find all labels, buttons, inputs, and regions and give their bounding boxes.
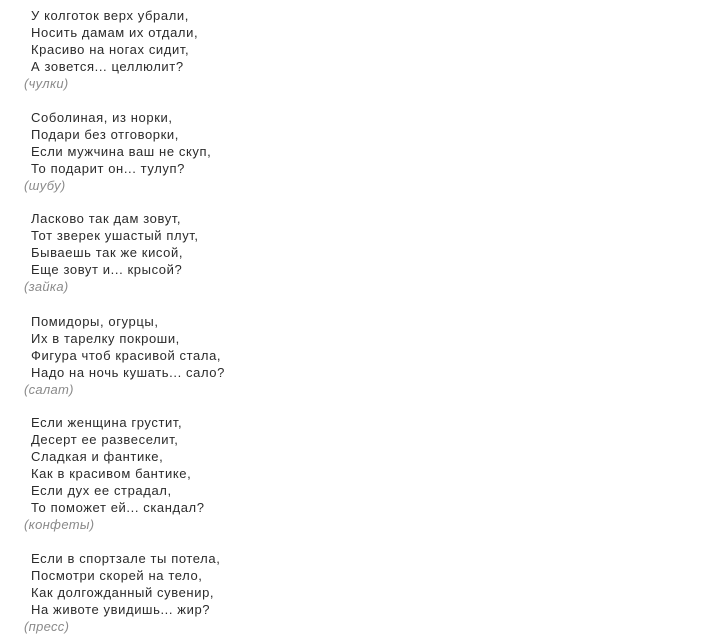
poem-line: Надо на ночь кушать... сало? <box>31 365 225 380</box>
poem-line: Как в красивом бантике, <box>31 466 192 481</box>
riddle-stanza <box>0 313 225 398</box>
poem-line: Десерт ее развеселит, <box>31 432 179 447</box>
riddle-answer: (салат) <box>24 382 74 397</box>
poem-line: А зовется... целлюлит? <box>31 59 184 74</box>
poem-line: Если мужчина ваш не скуп, <box>31 144 212 159</box>
poem-line: Красиво на ногах сидит, <box>31 42 190 57</box>
poem-line: Как долгожданный сувенир, <box>31 585 215 600</box>
poem-line: Фигура чтоб красивой стала, <box>31 348 222 363</box>
poem-line: Сладкая и фантике, <box>31 449 164 464</box>
riddle-stanza <box>0 7 198 92</box>
poem-line: Соболиная, из норки, <box>31 110 173 125</box>
poem-line: Бываешь так же кисой, <box>31 245 184 260</box>
poem-line: То поможет ей... скандал? <box>31 500 205 515</box>
riddle-stanza <box>0 210 199 295</box>
poem-line: Еще зовут и... крысой? <box>31 262 183 277</box>
poem-line: Если дух ее страдал, <box>31 483 172 498</box>
riddle-stanza <box>0 109 211 194</box>
poem-line: У колготок верх убрали, <box>31 8 189 23</box>
poem-line: Если женщина грустит, <box>31 415 183 430</box>
riddle-stanza <box>0 550 220 635</box>
poem-line: Ласково так дам зовут, <box>31 211 182 226</box>
poem-line: На животе увидишь... жир? <box>31 602 211 617</box>
riddle-answer: (шубу) <box>24 178 66 193</box>
poem-line: Если в спортзале ты потела, <box>31 551 221 566</box>
poem-line: То подарит он... тулуп? <box>31 161 185 176</box>
riddle-answer: (зайка) <box>24 279 69 294</box>
poem-line: Тот зверек ушастый плут, <box>31 228 199 243</box>
poem-line: Носить дамам их отдали, <box>31 25 199 40</box>
riddle-answer: (конфеты) <box>24 517 95 532</box>
poem-line: Подари без отговорки, <box>31 127 179 142</box>
poem-line: Посмотри скорей на тело, <box>31 568 203 583</box>
poem-line: Помидоры, огурцы, <box>31 314 159 329</box>
riddle-answer: (чулки) <box>24 76 69 91</box>
poem-line: Их в тарелку покроши, <box>31 331 180 346</box>
riddle-stanza <box>0 414 205 533</box>
riddle-answer: (пресс) <box>24 619 70 634</box>
